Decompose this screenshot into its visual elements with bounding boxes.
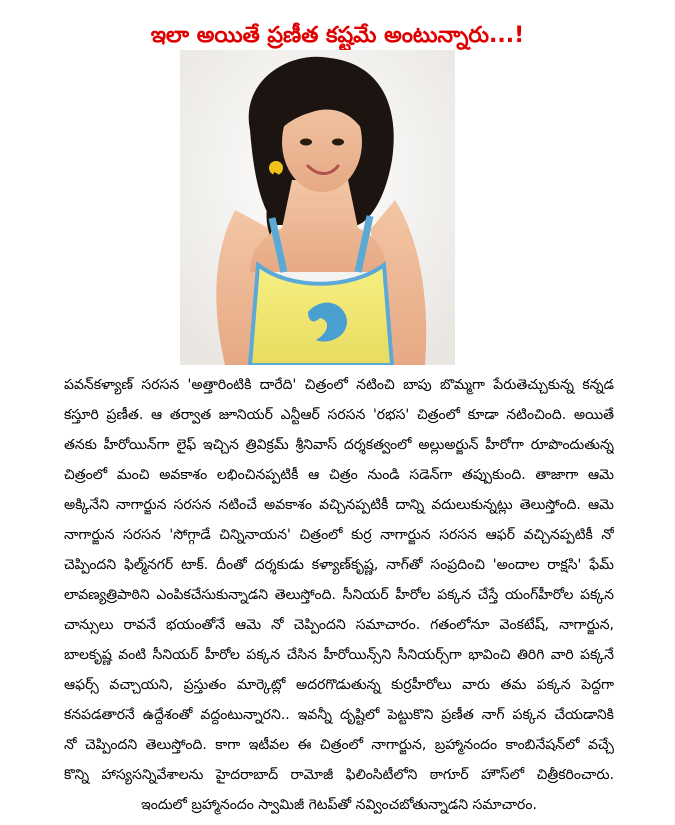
article-line: అక్కినేని నాగార్జున సరసన నటించే అవకాశం వచ్చినప్పటికీ దాన్ని వదులుకున్నట్లు తెలుస్తోంది. ఆమె bbox=[64, 497, 614, 513]
article-line: చాన్సులు రావనే భయంతోనే ఆమె నో చెప్పిందని సమాచారం. గతంలోనూ వెంకటేష్, నాగార్జున, bbox=[64, 617, 614, 633]
article-line: ఆఫర్స్ వచ్చాయని, ప్రస్తుతం మార్కెట్లో అదరగొడుతున్న కుర్రహీరోలు వారు తమ పక్కన పెద్దగా bbox=[64, 677, 614, 693]
article-line: తనకు హీరోయిన్‌గా లైఫ్ ఇచ్చిన త్రివిక్రమ్ శ్రీనివాస్ దర్శకత్వంలో అల్లుఅర్జున్ హీరోగా రూపొందుతున్న bbox=[64, 437, 614, 453]
article-line: కొన్ని హాస్యసన్నివేశాలను హైదరాబాద్ రామోజీ ఫిలింసిటీలోని ఠాగూర్ హౌస్‌లో చిత్రీకరించారు. bbox=[64, 767, 614, 783]
article-line: చిత్రంలో మంచి అవకాశం లభించినప్పటికీ ఆ చిత్రం నుండి సడెన్‌గా తప్పుకుంది. తాజాగా ఆమె bbox=[64, 467, 614, 483]
article-line: కనపడతారనే ఉద్దేశంతో వద్దంటున్నారని.. ఇవన్నీ దృష్టిలో పెట్టుకొని ప్రణీత నాగ్ పక్కన చేయడానికి bbox=[64, 707, 614, 723]
article-line: నాగార్జున సరసన 'సోగ్గాడే చిన్నినాయన' చిత్రంలో కుర్ర నాగార్జున సరసన ఆఫర్ వచ్చినప్పటికీ నో bbox=[64, 527, 614, 543]
portrait-illustration bbox=[180, 50, 455, 365]
article-photo bbox=[180, 50, 455, 365]
article-line: కస్తూరి ప్రణీత. ఆ తర్వాత జూనియర్ ఎన్టీఆర్ సరసన 'రభస' చిత్రంలో కూడా నటించింది. అయితే bbox=[64, 407, 614, 423]
article-line: లావణ్యత్రిపాఠిని ఎంపికచేసుకున్నాడని తెలుస్తోంది. సీనియర్ హీరోల పక్కన చేస్తే యంగ్‌హీరోల పక్కన bbox=[64, 587, 614, 603]
article-line: ఇందులో బ్రహ్మానందం స్వామిజీ గెటప్‌తో నవ్వించబోతున్నాడని సమాచారం. bbox=[141, 797, 537, 813]
article-line: బాలకృష్ణ వంటి సీనియర్ హీరోల పక్కన చేసిన హీరోయిన్స్‌ని సీనియర్స్‌గా భావించి తిరిగి వారి పక్కనే bbox=[64, 647, 614, 663]
article-headline: ఇలా అయితే ప్రణీత కష్టమే అంటున్నారు...! bbox=[150, 22, 525, 48]
article-body bbox=[64, 370, 614, 820]
article-line: పవన్‌కళ్యాణ్ సరసన 'అత్తారింటికి దారేది' చిత్రంలో నటించి బాపు బొమ్మగా పేరుతెచ్చుకున్న కన్నడ bbox=[64, 377, 614, 393]
article-line: చెప్పిందని ఫిల్మ్‌నగర్ టాక్. దీంతో దర్శకుడు కళ్యాణ్‌కృష్ణ, నాగ్‌తో సంప్రదించి 'అందాల రాక్షసి' ఫేమ్ bbox=[64, 557, 614, 573]
article-line: నో చెప్పిందని తెలుస్తోంది. కాగా ఇటీవల ఈ చిత్రంలో నాగార్జున, బ్రహ్మానందం కాంబినేషన్‌లో వచ్చే bbox=[64, 737, 614, 753]
